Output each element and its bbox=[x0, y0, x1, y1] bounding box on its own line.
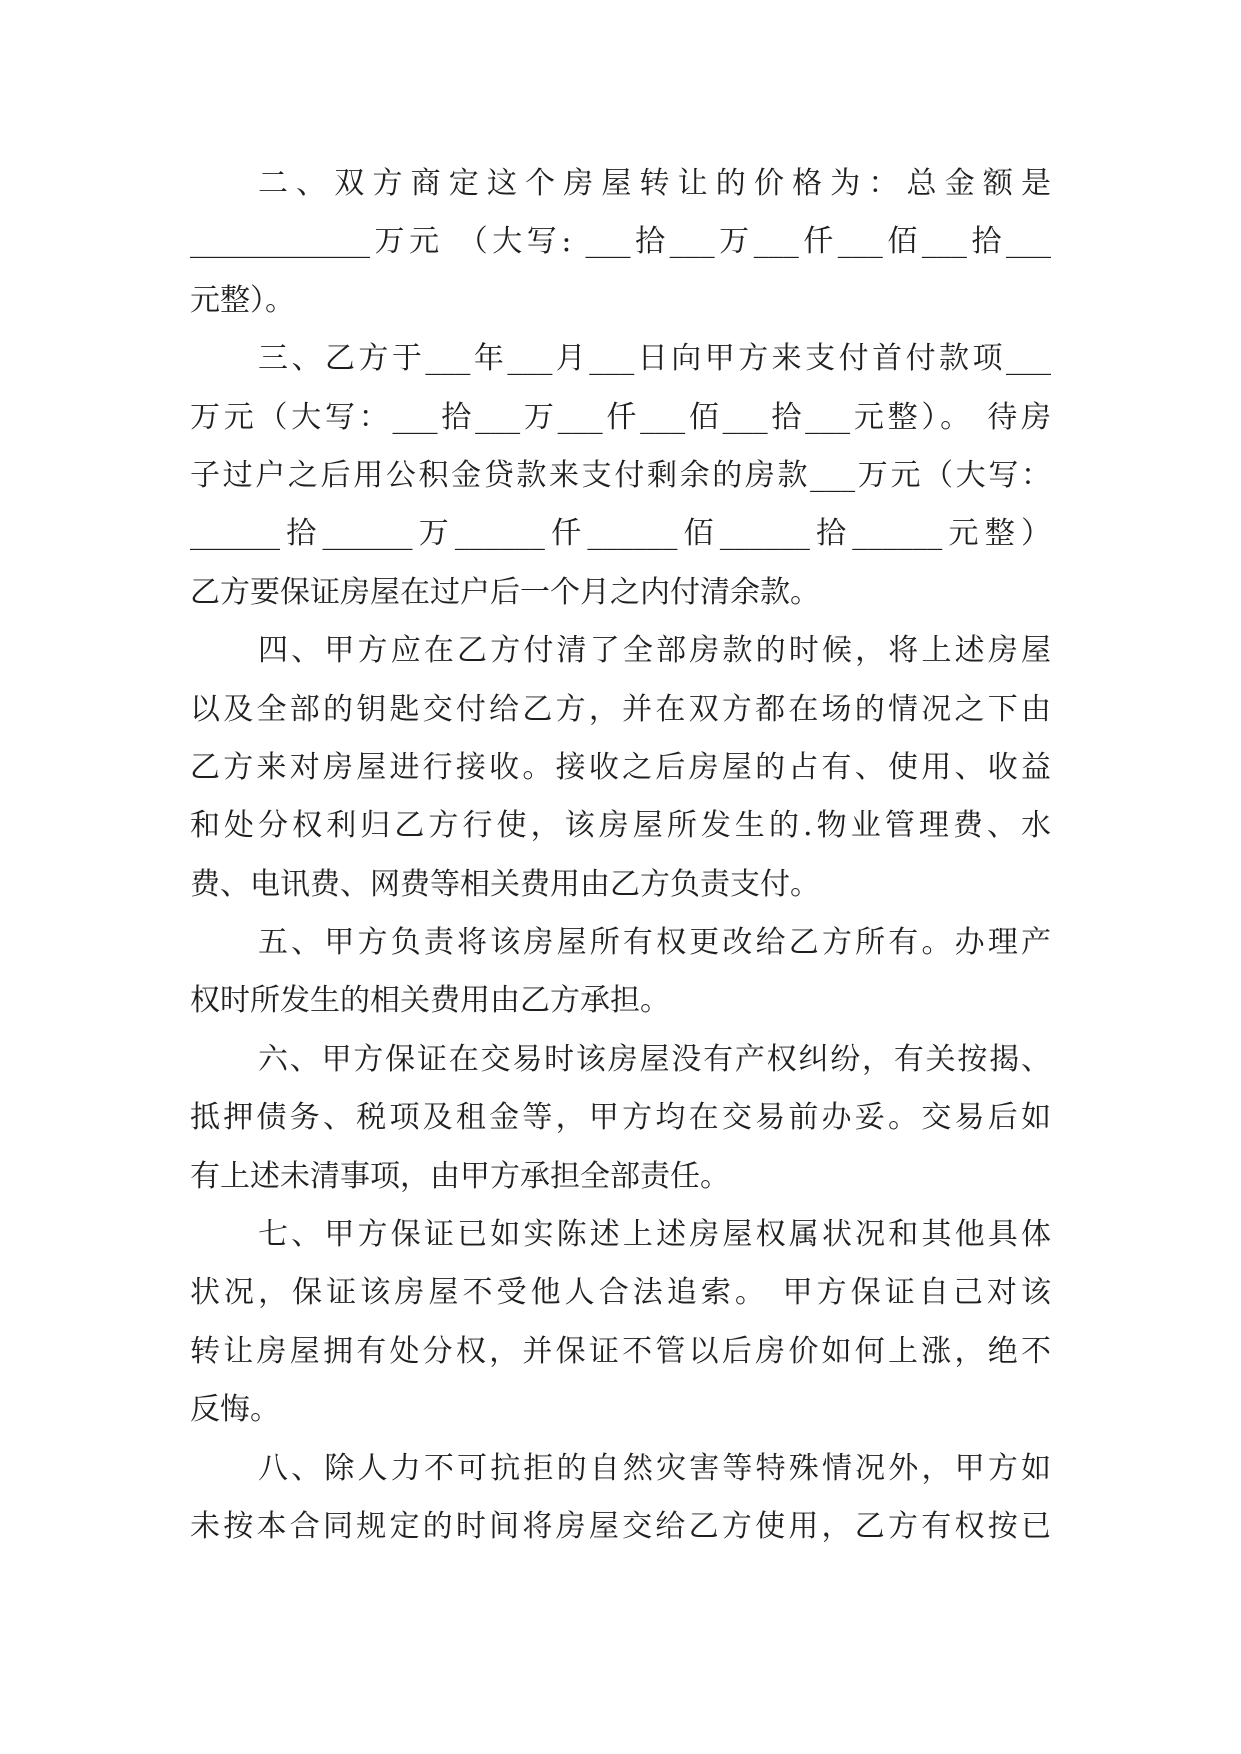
text-line: 七、甲方保证已如实陈述上述房屋权属状况和其他具体 bbox=[258, 1217, 1051, 1253]
text-line: 转让房屋拥有处分权，并保证不管以后房价如何上涨，绝不 bbox=[190, 1333, 1051, 1369]
text-line: 八、除人力不可抗拒的自然灾害等特殊情况外，甲方如 bbox=[258, 1450, 1051, 1486]
text-line: 六、甲方保证在交易时该房屋没有产权纠纷，有关按揭、 bbox=[258, 1041, 1051, 1077]
text-line: 有上述未清事项，由甲方承担全部责任。 bbox=[190, 1158, 730, 1194]
text-line: 权时所发生的相关费用由乙方承担。 bbox=[190, 983, 670, 1019]
clause-5-ownership bbox=[190, 914, 1051, 1031]
text-line: 子过户之后用公积金贷款来支付剩余的房款___万元（大写： bbox=[190, 457, 1051, 493]
text-line: 元整）。 bbox=[190, 282, 295, 318]
text-line: 以及全部的钥匙交付给乙方，并在双方都在场的情况之下由 bbox=[190, 691, 1051, 727]
clause-6-guarantee bbox=[190, 1031, 1051, 1206]
text-line: 万元（大写：___拾___万___仟___佰___拾___元整）。 待房 bbox=[190, 399, 1051, 435]
text-line: 抵押债务、税项及租金等，甲方均在交易前办妥。交易后如 bbox=[190, 1100, 1051, 1136]
clause-4-handover bbox=[190, 622, 1051, 914]
text-line: 状况，保证该房屋不受他人合法追索。 甲方保证自己对该 bbox=[190, 1275, 1051, 1311]
text-line: 乙方来对房屋进行接收。接收之后房屋的占有、使用、收益 bbox=[190, 749, 1051, 785]
text-line: 二、双方商定这个房屋转让的价格为：总金额是 bbox=[258, 166, 1051, 201]
text-line: 四、甲方应在乙方付清了全部房款的时候，将上述房屋 bbox=[258, 633, 1051, 669]
text-line: 费、电讯费、网费等相关费用由乙方负责支付。 bbox=[190, 866, 820, 902]
clause-8-force-majeure bbox=[190, 1440, 1051, 1557]
clause-2-price bbox=[190, 155, 1051, 330]
document-page bbox=[190, 155, 1051, 1556]
text-line: 乙方要保证房屋在过户后一个月之内付清余款。 bbox=[190, 574, 820, 610]
text-line: 反悔。 bbox=[190, 1392, 280, 1428]
text-line: ______拾______万______仟______佰______拾______元整） bbox=[190, 516, 1051, 552]
text-line: ____________万元 （大写: ___拾___万___仟___佰___拾___ bbox=[190, 224, 1051, 260]
text-line: 和处分权利归乙方行使，该房屋所发生的.物业管理费、水 bbox=[190, 808, 1051, 844]
text-line: 三、乙方于___年___月___日向甲方来支付首付款项___ bbox=[258, 341, 1051, 377]
clause-3-payment bbox=[190, 330, 1051, 622]
clause-7-warranty bbox=[190, 1206, 1051, 1440]
text-line: 未按本合同规定的时间将房屋交给乙方使用，乙方有权按已 bbox=[190, 1508, 1051, 1544]
text-line: 五、甲方负责将该房屋所有权更改给乙方所有。办理产 bbox=[258, 925, 1051, 961]
